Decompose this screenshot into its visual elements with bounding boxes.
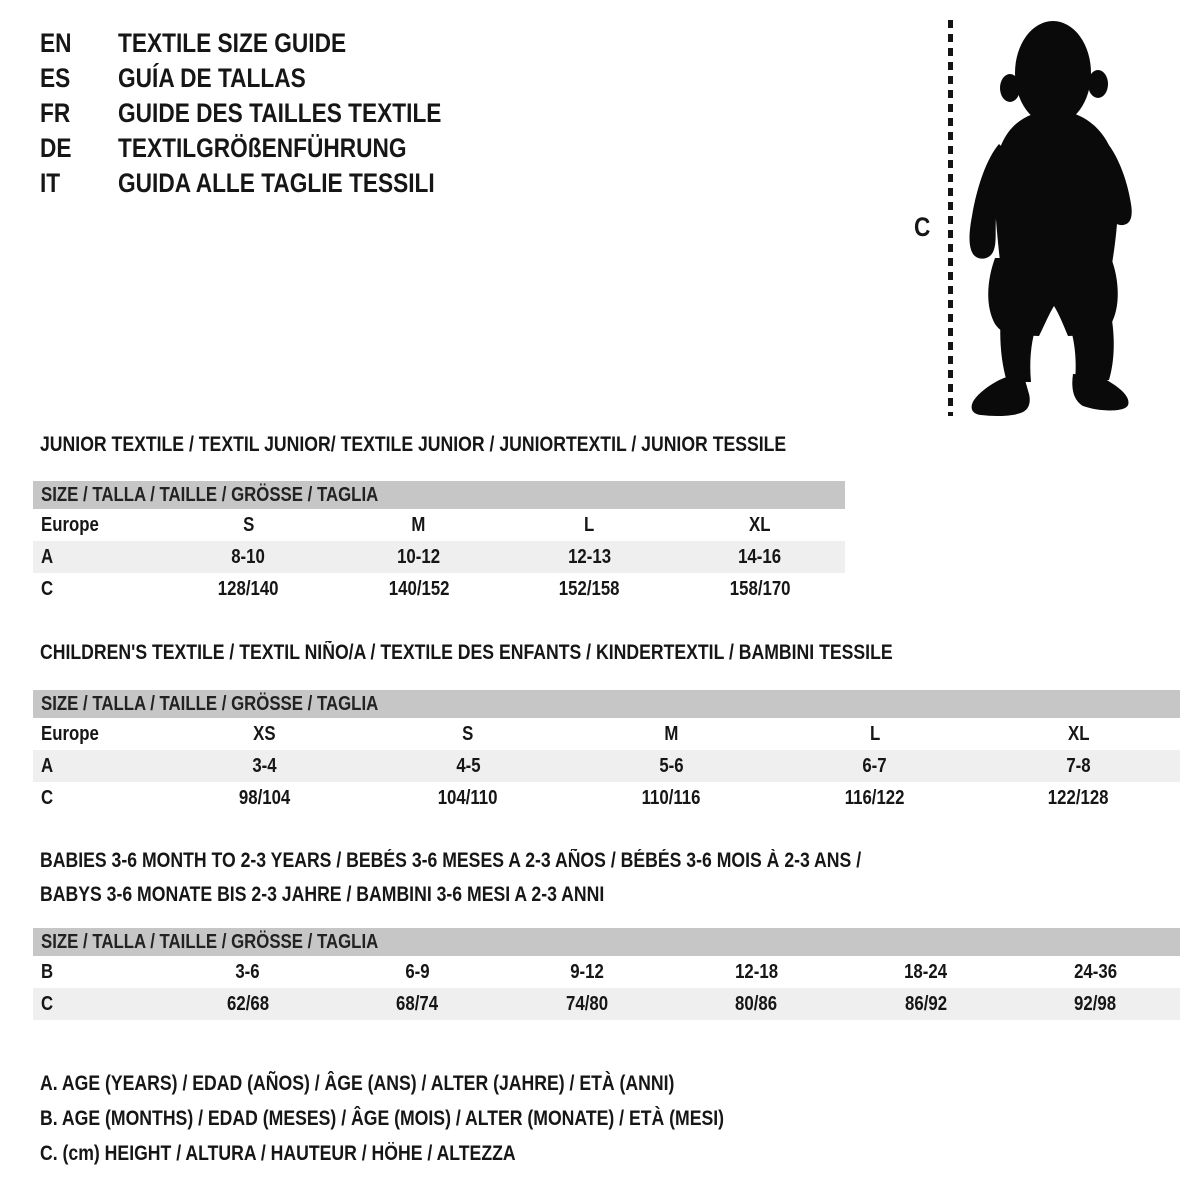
text: GUIDE DES TAILLES TEXTILE	[118, 98, 442, 128]
height-label-c: C	[914, 212, 931, 242]
text: DE	[40, 133, 72, 163]
toddler-silhouette-icon	[965, 18, 1141, 418]
text: 12-13	[567, 545, 611, 568]
row-label	[33, 993, 163, 1016]
text: 62/68	[226, 992, 269, 1015]
table-cell	[841, 961, 1011, 984]
text: 8-10	[231, 545, 266, 568]
text: 9-12	[569, 960, 604, 983]
text: B. AGE (MONTHS) / EDAD (MESES) / ÂGE (MOIS) / ALTER (MONATE) / ETÀ (MESI)	[40, 1107, 725, 1130]
language-code	[40, 63, 118, 94]
table-cell	[977, 787, 1180, 810]
text: XL	[1067, 722, 1090, 745]
text: XS	[253, 722, 276, 745]
table-cell	[163, 961, 333, 984]
table-cell	[773, 755, 976, 778]
language-row	[40, 133, 503, 168]
text: B	[41, 960, 54, 983]
table-cell	[675, 514, 846, 537]
text: S	[242, 513, 254, 536]
table-cell	[333, 993, 503, 1016]
text: 5-6	[659, 754, 684, 777]
table-row	[33, 541, 845, 573]
text: 86/92	[904, 992, 947, 1015]
table-cell	[504, 578, 675, 601]
language-label	[118, 168, 495, 199]
text: 18-24	[904, 960, 948, 983]
text: 152/158	[558, 577, 620, 600]
table-cell	[502, 993, 672, 1016]
text: L	[584, 513, 595, 536]
text: Europe	[41, 722, 99, 745]
row-label	[33, 961, 163, 984]
text: 12-18	[734, 960, 778, 983]
text: 10-12	[397, 545, 441, 568]
text: 92/98	[1074, 992, 1117, 1015]
language-label	[118, 63, 342, 94]
table-cell	[672, 961, 842, 984]
text: IT	[40, 168, 61, 198]
text: SIZE / TALLA / TAILLE / GRÖSSE / TAGLIA	[41, 483, 379, 506]
table-cell	[773, 723, 976, 746]
text: TEXTILGRÖßENFÜHRUNG	[118, 133, 407, 163]
text: 128/140	[217, 577, 279, 600]
table-cell	[841, 993, 1011, 1016]
text: XL	[749, 513, 771, 536]
table-cell	[570, 723, 773, 746]
language-code	[40, 98, 118, 129]
text: 140/152	[388, 577, 450, 600]
text: C	[41, 577, 54, 600]
text: 68/74	[396, 992, 439, 1015]
text: 6-7	[862, 754, 888, 777]
text: FR	[40, 98, 71, 128]
text: JUNIOR TEXTILE / TEXTIL JUNIOR/ TEXTILE JUNIOR / JUNIORTEXTIL / JUNIOR TESSILE	[40, 433, 787, 456]
text: BABIES 3-6 MONTH TO 2-3 YEARS / BEBÉS 3-6 MESES A 2-3 AÑOS / BÉBÉS 3-6 MOIS À 2-3 ANS /	[40, 849, 862, 872]
table-cell	[675, 546, 846, 569]
text: L	[869, 722, 881, 745]
text: C	[41, 992, 54, 1015]
language-label	[118, 98, 503, 129]
legend-line	[40, 1136, 854, 1171]
table-cell	[333, 961, 503, 984]
language-row	[40, 168, 503, 203]
text: C	[41, 786, 54, 809]
height-figure	[900, 12, 1180, 424]
text: 24-36	[1073, 960, 1117, 983]
row-label	[33, 755, 163, 778]
row-label	[33, 546, 163, 569]
table-cell	[1011, 961, 1181, 984]
text: S	[462, 722, 474, 745]
text: M	[664, 722, 679, 745]
text: 3-6	[235, 960, 260, 983]
text: 104/110	[438, 786, 498, 809]
language-row	[40, 28, 503, 63]
text: 7-8	[1066, 754, 1091, 777]
language-label	[118, 133, 462, 164]
size-table-junior	[33, 481, 845, 605]
text: 158/170	[729, 577, 791, 600]
language-list	[40, 28, 503, 203]
table-cell	[163, 578, 334, 601]
table-cell	[977, 723, 1180, 746]
table-cell	[502, 961, 672, 984]
text: A. AGE (YEARS) / EDAD (AÑOS) / ÂGE (ANS) / ALTER (JAHRE) / ETÀ (ANNI)	[40, 1072, 675, 1095]
size-table-babies	[33, 928, 1180, 1020]
text: 6-9	[405, 960, 430, 983]
table-cell	[334, 578, 505, 601]
text: 3-4	[252, 754, 277, 777]
text: 110/116	[642, 786, 701, 809]
section-title-babies	[40, 844, 1018, 912]
text: GUÍA DE TALLAS	[118, 63, 306, 93]
text: A	[41, 545, 54, 568]
table-cell	[163, 514, 334, 537]
text: BABYS 3-6 MONATE BIS 2-3 JAHRE / BAMBINI 3-6 MESI A 2-3 ANNI	[40, 883, 605, 906]
text: 122/128	[1047, 786, 1109, 809]
text: C. (cm) HEIGHT / ALTURA / HAUTEUR / HÖHE / ALTEZZA	[40, 1142, 516, 1165]
row-label	[33, 578, 163, 601]
table-cell	[504, 514, 675, 537]
text: Europe	[41, 513, 99, 536]
language-code	[40, 133, 118, 164]
text: CHILDREN'S TEXTILE / TEXTIL NIÑO/A / TEXTILE DES ENFANTS / KINDERTEXTIL / BAMBINI TESSILE	[40, 641, 893, 664]
section-title-junior	[40, 428, 928, 462]
table-cell	[163, 755, 366, 778]
table-cell	[366, 787, 569, 810]
text: 98/104	[239, 786, 291, 809]
size-table-header	[33, 928, 1180, 956]
table-row	[33, 750, 1180, 782]
height-dashed-line	[948, 20, 953, 416]
text: 4-5	[455, 754, 481, 777]
text: 74/80	[565, 992, 608, 1015]
text: ES	[40, 63, 71, 93]
size-table-header	[33, 690, 1180, 718]
table-cell	[675, 578, 846, 601]
text: GUIDA ALLE TAGLIE TESSILI	[118, 168, 435, 198]
table-cell	[570, 755, 773, 778]
text: A	[41, 754, 54, 777]
table-cell	[163, 993, 333, 1016]
text: EN	[40, 28, 72, 58]
language-label	[118, 28, 390, 59]
table-cell	[366, 755, 569, 778]
section-title-line	[40, 636, 1055, 670]
table-cell	[1011, 993, 1181, 1016]
table-cell	[163, 546, 334, 569]
language-code	[40, 168, 118, 199]
legend-line	[40, 1066, 854, 1101]
table-cell	[163, 787, 366, 810]
section-title-line	[40, 844, 1018, 878]
text: SIZE / TALLA / TAILLE / GRÖSSE / TAGLIA	[41, 692, 379, 715]
text: 14-16	[738, 545, 782, 568]
size-table-header	[33, 481, 845, 509]
text: M	[411, 513, 426, 536]
table-cell	[334, 514, 505, 537]
section-title-children	[40, 636, 1055, 670]
language-row	[40, 63, 503, 98]
legend-line	[40, 1101, 854, 1136]
row-label	[33, 514, 163, 537]
row-label	[33, 723, 163, 746]
text: SIZE / TALLA / TAILLE / GRÖSSE / TAGLIA	[41, 930, 379, 953]
section-title-line	[40, 878, 1018, 912]
text: 80/86	[735, 992, 778, 1015]
table-cell	[163, 723, 366, 746]
table-cell	[504, 546, 675, 569]
size-table-children	[33, 690, 1180, 814]
row-label	[33, 787, 163, 810]
legend	[40, 1066, 854, 1171]
table-cell	[672, 993, 842, 1016]
section-title-line	[40, 428, 928, 462]
table-row	[33, 782, 1180, 814]
table-row	[33, 956, 1180, 988]
table-cell	[977, 755, 1180, 778]
language-code	[40, 28, 118, 59]
table-row	[33, 718, 1180, 750]
table-cell	[773, 787, 976, 810]
language-row	[40, 98, 503, 133]
text: TEXTILE SIZE GUIDE	[118, 28, 347, 58]
text: 116/122	[844, 786, 905, 809]
table-row	[33, 988, 1180, 1020]
table-cell	[366, 723, 569, 746]
table-cell	[570, 787, 773, 810]
table-row	[33, 509, 845, 541]
table-cell	[334, 546, 505, 569]
table-row	[33, 573, 845, 605]
